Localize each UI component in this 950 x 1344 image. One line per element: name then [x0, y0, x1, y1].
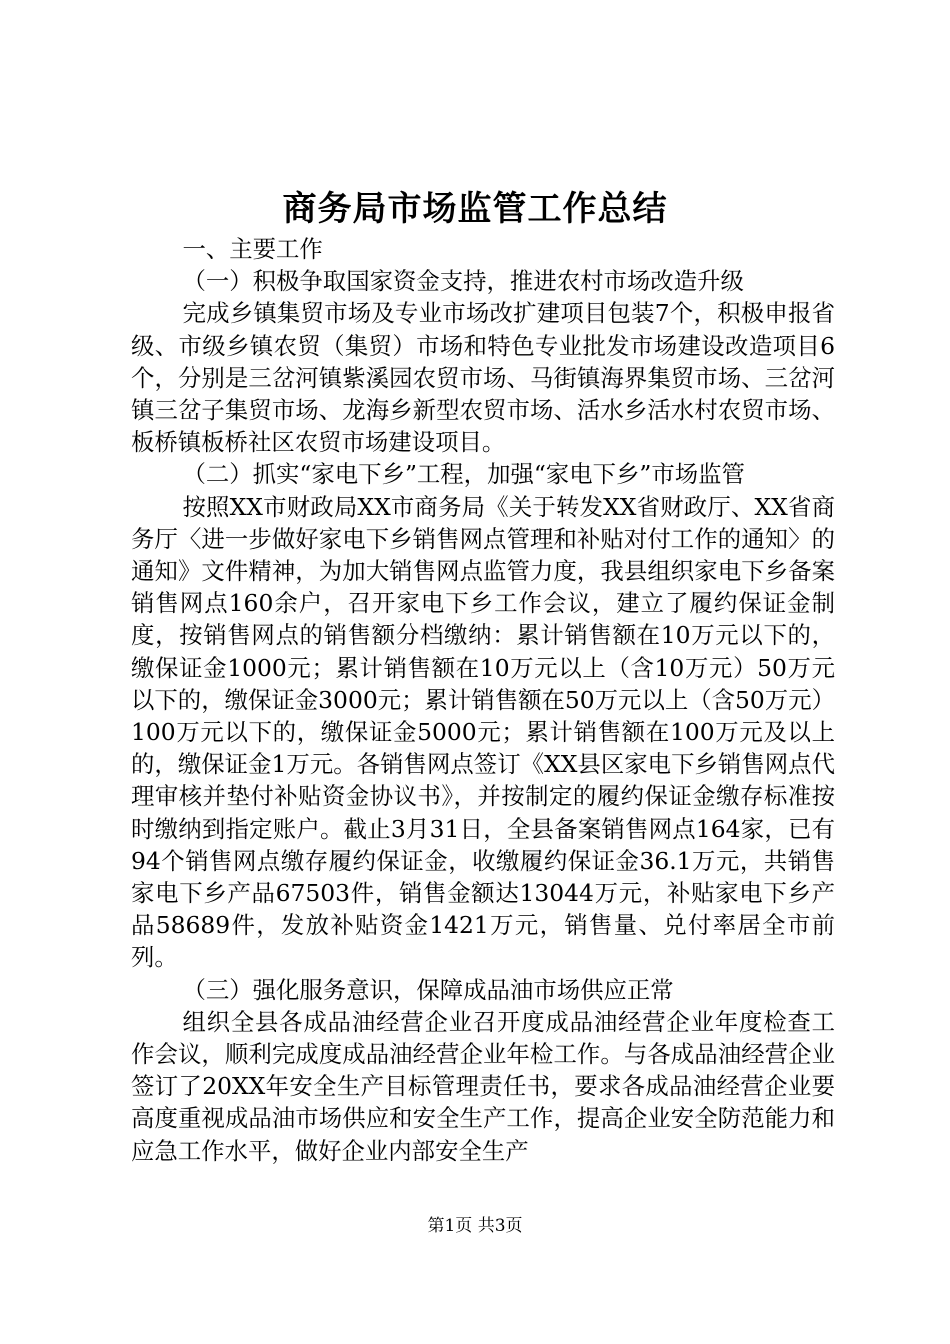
document-body: [131, 233, 835, 1167]
paragraph-market-upgrade: 完成乡镇集贸市场及专业市场改扩建项目包装7个，积极申报省级、市级乡镇农贸（集贸）市场和特色专业批发市场建设改造项目6个，分别是三岔河镇紫溪园农贸市场、马街镇海界集贸市场、三岔河镇三岔子集贸市场、龙海乡新型农贸市场、活水乡活水村农贸市场、板桥镇板桥社区农贸市场建设项目。: [131, 299, 835, 457]
page-footer: 第1页 共3页: [427, 1216, 523, 1236]
section-heading-main-work: 一、主要工作: [182, 235, 323, 263]
subsection-heading-1: （一）积极争取国家资金支持，推进农村市场改造升级: [182, 267, 744, 296]
paragraph-appliance-program: 按照XX市财政局XX市商务局《关于转发XX省财政厅、XX省商务厅〈进一步做好家电下乡销售网点管理和补贴对付工作的通知〉的通知》文件精神，为加大销售网点监管力度，我县组织家电下乡备案销售网点160余户，召开家电下乡工作会议，建立了履约保证金制度，按销售网点的销售额分档缴纳：累计销售额在10万元以下的，缴保证金1000元；累计销售额在10万元以上（含10万元）50万元以下的，缴保证金3000元；累计销售额在50万元以上（含50万元）100万元以下的，缴保证金5000元；累计销售额在100万元及以上的，缴保证金1万元。各销售网点签订《XX县区家电下乡销售网点代理审核并垫付补贴资金协议书》，并按制定的履约保证金缴存标准按时缴纳到指定账户。截止3月31日，全县备案销售网点164家，已有94个销售网点缴存履约保证金，收缴履约保证金36.1万元，共销售家电下乡产品67503件，销售金额达13044万元，补贴家电下乡产品58689件，发放补贴资金1421万元，销售量、兑付率居全市前列。: [131, 492, 835, 972]
document-title: 商务局市场监管工作总结: [282, 189, 668, 229]
paragraph-oil-market: 组织全县各成品油经营企业召开度成品油经营企业年度检查工作会议，顺利完成度成品油经营企业年检工作。与各成品油经营企业签订了20XX年安全生产目标管理责任书，要求各成品油经营企业要高度重视成品油市场供应和安全生产工作，提高企业安全防范能力和应急工作水平，做好企业内部安全生产: [131, 1007, 835, 1165]
subsection-heading-2: （二）抓实“家电下乡”工程，加强“家电下乡”市场监管: [182, 460, 745, 489]
subsection-heading-3: （三）强化服务意识，保障成品油市场供应正常: [182, 975, 674, 1004]
